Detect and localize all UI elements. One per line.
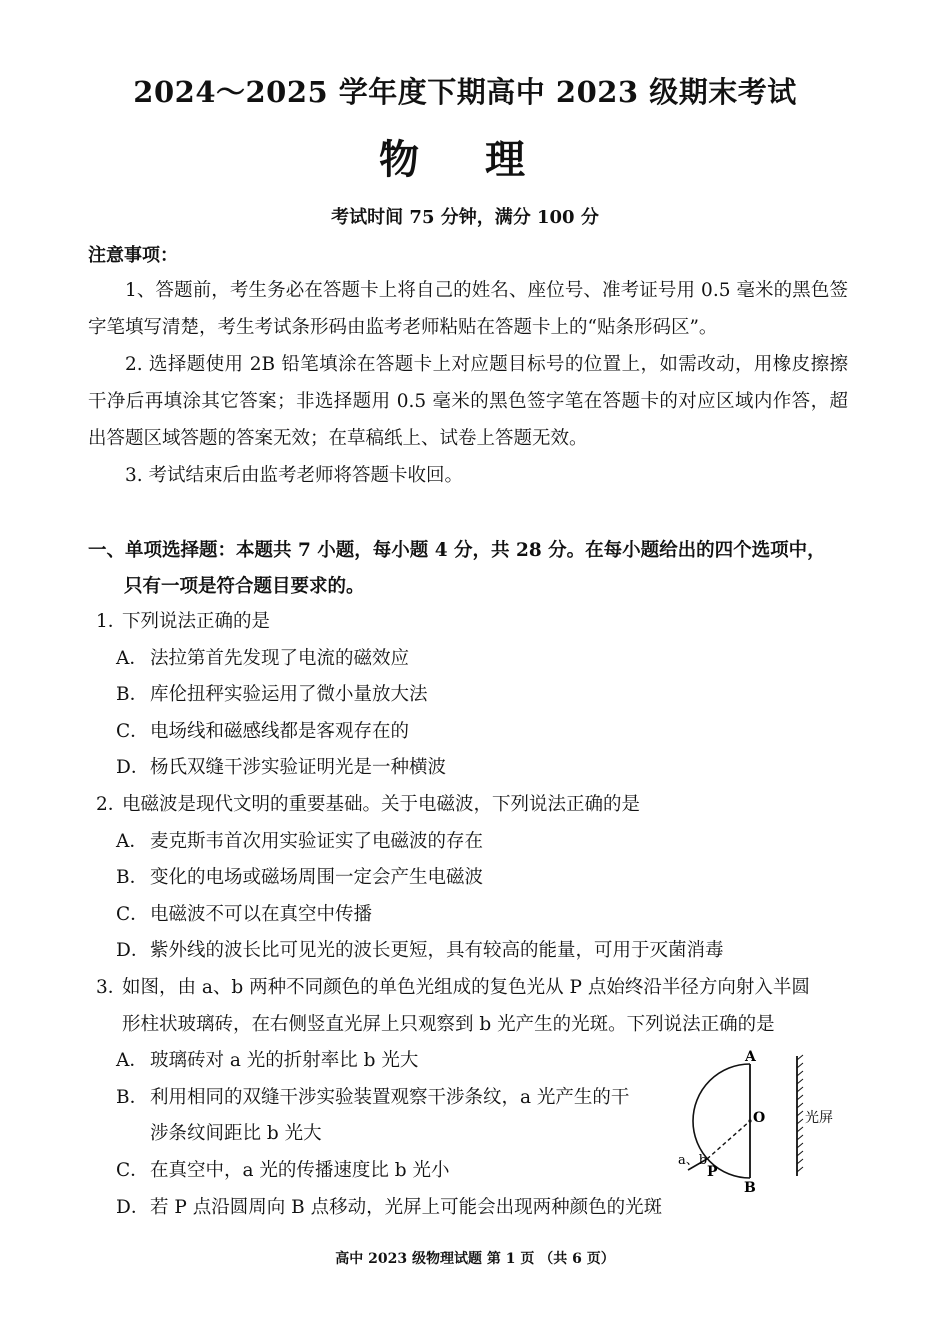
option-d bbox=[88, 1190, 848, 1227]
option-c bbox=[88, 897, 848, 934]
option-text: 电磁波不可以在真空中传播 bbox=[150, 903, 373, 925]
label-o-point: O bbox=[753, 1110, 766, 1126]
option-b bbox=[88, 677, 848, 714]
option-text: 若 P 点沿圆周向 B 点移动，光屏上可能会出现两种颜色的光斑 bbox=[150, 1196, 663, 1218]
option-a bbox=[88, 824, 848, 861]
notice-list bbox=[88, 272, 848, 494]
option-b bbox=[88, 860, 848, 897]
section-heading-line2: 只有一项是符合题目要求的。 bbox=[124, 576, 365, 597]
question-text: 电磁波是现代文明的重要基础。关于电磁波，下列说法正确的是 bbox=[122, 794, 641, 815]
label-ab-light: a、b bbox=[678, 1153, 708, 1168]
semicircle-glass-figure bbox=[672, 1042, 842, 1192]
question-1 bbox=[88, 604, 848, 787]
option-text: 杨氏双缝干涉实验证明光是一种横波 bbox=[150, 757, 447, 779]
refracted-ray-dashed bbox=[707, 1121, 750, 1159]
question-number: 1． bbox=[96, 611, 127, 632]
option-letter: B． bbox=[116, 867, 149, 889]
option-d bbox=[88, 933, 848, 970]
option-c bbox=[88, 714, 848, 751]
option-text: 利用相同的双缝干涉实验装置观察干涉条纹，a 光产生的干 bbox=[150, 1086, 630, 1108]
option-letter: C． bbox=[116, 1159, 149, 1181]
subject-title: 物 理 bbox=[379, 136, 551, 183]
option-letter: C． bbox=[116, 903, 149, 925]
question-number: 3． bbox=[96, 977, 127, 998]
question-number: 2． bbox=[96, 794, 127, 815]
option-text: 库伦扭秤实验运用了微小量放大法 bbox=[150, 684, 428, 706]
label-a-point: A bbox=[745, 1049, 756, 1065]
option-letter: D． bbox=[116, 1196, 150, 1218]
option-text: 紫外线的波长比可见光的波长更短，具有较高的能量，可用于灭菌消毒 bbox=[150, 940, 724, 962]
notice-title: 注意事项： bbox=[88, 245, 178, 266]
label-p-point: P bbox=[707, 1164, 718, 1180]
option-letter: A． bbox=[116, 830, 148, 852]
option-letter: C． bbox=[116, 720, 149, 742]
notice-item: 2. 选择题使用 2B 铅笔填涂在答题卡上对应题目标号的位置上，如需改动，用橡皮擦擦干净后再填涂其它答案；非选择题用 0.5 毫米的黑色签字笔在答题卡的对应区域内作答，超出答题区域答题的答案无效；在草稿纸上、试卷上答题无效。 bbox=[88, 354, 848, 449]
option-text: 玻璃砖对 a 光的折射率比 b 光大 bbox=[150, 1050, 419, 1072]
question-stem bbox=[88, 970, 848, 1007]
screen-hatching bbox=[797, 1055, 803, 1172]
notice-item: 3. 考试结束后由监考老师将答题卡收回。 bbox=[125, 465, 464, 486]
option-text: 变化的电场或磁场周围一定会产生电磁波 bbox=[150, 867, 484, 889]
question-text-continued: 形柱状玻璃砖，在右侧竖直光屏上只观察到 b 光产生的光斑。下列说法正确的是 bbox=[122, 1013, 775, 1035]
page-footer: 高中 2023 级物理试题 第 1 页 （共 6 页） bbox=[335, 1251, 615, 1267]
notice-item: 1、答题前，考生务必在答题卡上将自己的姓名、座位号、准考证号用 0.5 毫米的黑色签字笔填写清楚，考生考试条形码由监考老师粘贴在答题卡上的“贴条形码区”。 bbox=[88, 280, 848, 338]
option-text: 麦克斯韦首次用实验证实了电磁波的存在 bbox=[150, 830, 484, 852]
option-letter: B． bbox=[116, 1086, 149, 1108]
exam-title: 2024～2025 学年度下期高中 2023 级期末考试 bbox=[133, 75, 797, 109]
option-d bbox=[88, 750, 848, 787]
question-stem bbox=[88, 787, 848, 824]
question-text: 如图，由 a、b 两种不同颜色的单色光组成的复色光从 P 点始终沿半径方向射入半圆 bbox=[122, 977, 810, 998]
option-a bbox=[88, 641, 848, 678]
option-letter: D． bbox=[116, 757, 150, 779]
option-text: 在真空中，a 光的传播速度比 b 光小 bbox=[150, 1159, 450, 1181]
center-point-o bbox=[748, 1119, 751, 1122]
question-2 bbox=[88, 787, 848, 970]
exam-time-info: 考试时间 75 分钟，满分 100 分 bbox=[331, 207, 599, 228]
option-letter: A． bbox=[116, 1050, 148, 1072]
option-letter: B． bbox=[116, 684, 149, 706]
option-text: 电场线和磁感线都是客观存在的 bbox=[150, 720, 410, 742]
label-light-screen: 光屏 bbox=[805, 1110, 833, 1126]
question-text: 下列说法正确的是 bbox=[122, 611, 271, 632]
section-heading-line1: 一、单项选择题：本题共 7 小题，每小题 4 分，共 28 分。在每小题给出的四个选项中， bbox=[88, 540, 826, 561]
question-stem bbox=[88, 604, 848, 641]
section-heading bbox=[88, 533, 848, 605]
option-text: 法拉第首先发现了电流的磁效应 bbox=[150, 647, 410, 669]
label-b-point: B bbox=[744, 1180, 756, 1192]
option-letter: A． bbox=[116, 647, 148, 669]
option-letter: D． bbox=[116, 940, 150, 962]
option-text-continued: 涉条纹间距比 b 光大 bbox=[150, 1123, 322, 1145]
